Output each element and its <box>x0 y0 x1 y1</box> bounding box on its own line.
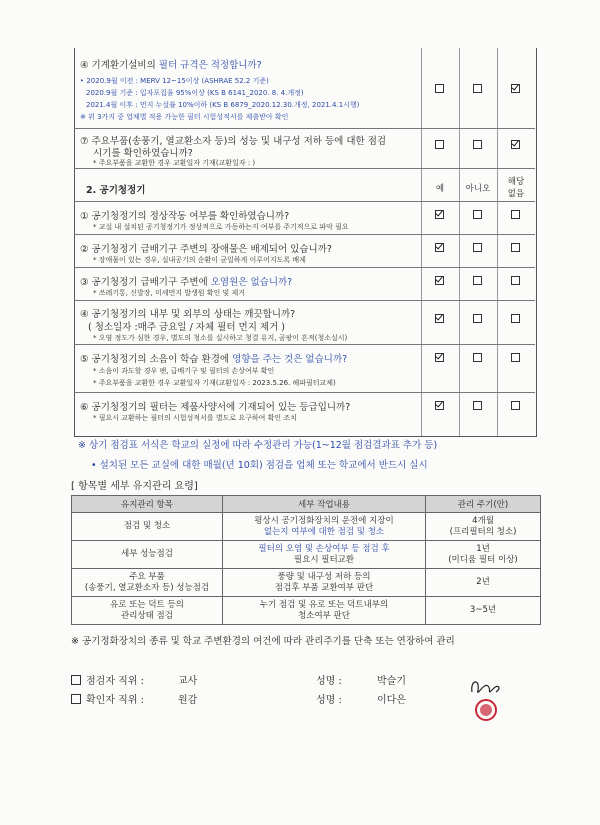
column-header-yes: 예 <box>435 184 445 194</box>
row-divider <box>74 234 535 235</box>
section-title: 2. 공기청정기 <box>86 185 146 196</box>
maintenance-table <box>71 495 541 625</box>
cell-cycle: 4개월 (프리필터의 청소) <box>426 513 541 541</box>
item-title: ① 공기청정기의 정상작동 여부를 확인하였습니까? <box>80 211 290 222</box>
checkbox-yes[interactable] <box>435 276 444 285</box>
checkbox-no[interactable] <box>473 401 482 410</box>
checkbox-no[interactable] <box>473 84 482 93</box>
checkbox-na[interactable] <box>511 314 520 323</box>
item-title: ⑥ 공기청정기의 필터는 제품사양서에 기재되어 있는 등급입니까? <box>80 402 351 413</box>
item-title: ④ 공기청정기의 내부 및 외부의 상태는 깨끗합니까? <box>80 309 296 320</box>
checkbox-na[interactable] <box>511 84 520 93</box>
checkbox-no[interactable] <box>473 353 482 362</box>
item-note: * 소음이 과도할 경우 팬, 급배기구 및 필터의 손상여부 확인 <box>93 367 275 375</box>
checkbox-inspector[interactable] <box>71 675 81 685</box>
cell-item: 점검 및 청소 <box>72 513 223 541</box>
checkbox-na[interactable] <box>511 243 520 252</box>
checkbox-na[interactable] <box>511 276 520 285</box>
column-header-na: 없음 <box>507 189 525 199</box>
item-note: * 주요부품을 교환한 경우 교환일자 기재(교환일자 : 2023.5.26. 헤파필터교체) <box>93 379 336 387</box>
confirmer-name-label: 성명 : <box>316 695 342 706</box>
cell-detail: 필터의 오염 및 손상여부 등 점검 후 필요시 필터교환 <box>223 541 426 569</box>
column-header: 관리 주기(안) <box>426 496 541 513</box>
checkbox-na[interactable] <box>511 401 520 410</box>
inspector-position: 교사 <box>178 676 198 687</box>
checkbox-na[interactable] <box>511 353 520 362</box>
column-header: 유지관리 항목 <box>72 496 223 513</box>
checkbox-yes[interactable] <box>435 84 444 93</box>
cell-cycle: 2년 <box>426 569 541 597</box>
item-note: 2020.9월 기준 : 입자포집율 95%이상 (KS B 6141_2020. 8. 4.개정) <box>86 89 304 97</box>
bottom-note: ※ 공기정화장치의 종류 및 학교 주변환경의 여건에 따라 관리주기를 단축 또는 연장하여 관리 <box>71 636 455 647</box>
item-note: * 장애물이 있는 경우, 실내공기의 순환이 균일하게 이루어지도록 배제 <box>93 256 306 264</box>
row-divider <box>74 267 535 268</box>
footnote: • 설치된 모든 교실에 대한 매월(년 10회) 점검을 업체 또는 학교에서 반드시 실시 <box>91 460 428 471</box>
item-note: ※ 위 3가지 중 업체별 적용 가능한 필터 시험성적서를 제출받아 확인 <box>80 113 289 121</box>
item-subtitle: ( 청소일자 :매주 금요일 / 자체 필터 먼지 제거 ) <box>88 322 286 333</box>
confirmer-position: 원감 <box>178 695 198 706</box>
item-note: * 오염 정도가 심한 경우, 별도의 청소를 실시하고 청결 유지, 곰팡이 흔적(청소실시) <box>93 334 348 342</box>
item-note: * 주요부품을 교환한 경우 교환일자 기재(교환일자 : ) <box>93 159 256 167</box>
item-title: ⑦ 주요부품(송풍기, 열교환소자 등)의 성능 및 내구성 저하 등에 대한 점검 <box>80 136 387 147</box>
inspector-name-label: 성명 : <box>316 676 342 687</box>
item-note: * 교실 내 설치된 공기청정기가 정상적으로 가동하는지 여부를 주기적으로 파악 필요 <box>93 223 349 231</box>
table-row <box>72 597 541 625</box>
item-title: ④ 기계환기설비의 필터 규격은 적정합니까? <box>80 60 262 71</box>
checkbox-yes[interactable] <box>435 243 444 252</box>
checkbox-na[interactable] <box>511 140 520 149</box>
checkbox-confirmer[interactable] <box>71 694 81 704</box>
item-note: * 쓰레기통, 신발장, 미세먼지 발생원 확인 및 제거 <box>93 289 246 297</box>
checkbox-yes[interactable] <box>435 140 444 149</box>
checkbox-yes[interactable] <box>435 353 444 362</box>
cell-item: 세부 성능점검 <box>72 541 223 569</box>
item-title: 시기를 확인하였습니까? <box>93 148 193 159</box>
row-divider <box>74 168 535 169</box>
checkbox-yes[interactable] <box>435 314 444 323</box>
inspector-name: 박슬기 <box>377 676 406 687</box>
table-row <box>72 541 541 569</box>
checkbox-no[interactable] <box>473 314 482 323</box>
cell-item: 주요 부품 (송풍기, 열교환소자 등) 성능점검 <box>72 569 223 597</box>
cell-item: 유로 또는 덕트 등의 관리상태 점검 <box>72 597 223 625</box>
confirmer-name: 이다은 <box>377 695 406 706</box>
cell-cycle: 3~5년 <box>426 597 541 625</box>
checkbox-na[interactable] <box>511 210 520 219</box>
inspector-row <box>71 672 144 687</box>
row-divider <box>74 392 535 393</box>
item-title: ③ 공기청정기 급배기구 주변에 오염원은 없습니까? <box>80 277 293 288</box>
item-note: ‣ 2020.9월 이전 : MERV 12~15이상 (ASHRAE 52.2 기준) <box>80 77 269 85</box>
column-header-na: 해당 <box>507 177 525 187</box>
table-row <box>72 569 541 597</box>
confirmer-row <box>71 691 144 706</box>
checkbox-yes[interactable] <box>435 401 444 410</box>
checkbox-no[interactable] <box>473 243 482 252</box>
table-header-row <box>72 496 541 513</box>
cell-detail: 누기 점검 및 유로 또는 덕트내부의 청소여부 판단 <box>223 597 426 625</box>
row-divider <box>74 300 535 301</box>
cell-detail: 풍량 및 내구성 저하 등의 점검후 부품 교환여부 판단 <box>223 569 426 597</box>
column-header: 세부 작업내용 <box>223 496 426 513</box>
footnote: ※ 상기 점검표 서식은 학교의 실정에 따라 수정관리 가능(1~12월 점검결과표 추가 등) <box>78 440 438 451</box>
checkbox-no[interactable] <box>473 140 482 149</box>
checkbox-no[interactable] <box>473 210 482 219</box>
confirmer-label: 확인자 직위 : <box>86 695 145 706</box>
table-row <box>72 513 541 541</box>
item-title: ⑤ 공기청정기의 소음이 학습 환경에 영향을 주는 것은 없습니까? <box>80 354 348 365</box>
maintenance-heading: [ 항목별 세부 유지관리 요령] <box>71 481 198 492</box>
item-note: 2021.4월 이후 : 먼지 누설률 10%이하 (KS B 6879_2020.12.30.개정, 2021.4.1시행) <box>86 101 360 109</box>
item-title: ② 공기청정기 급배기구 주변의 장애물은 배제되어 있습니까? <box>80 244 332 255</box>
column-header-no: 아니오 <box>465 184 491 194</box>
cell-cycle: 1년 (미디움 필터 이상) <box>426 541 541 569</box>
row-divider <box>74 344 535 345</box>
column-divider <box>421 48 422 436</box>
inspector-label: 점검자 직위 : <box>86 676 145 687</box>
column-divider <box>459 48 460 436</box>
column-divider <box>497 48 498 436</box>
row-divider <box>74 201 535 202</box>
checkbox-yes[interactable] <box>435 210 444 219</box>
row-divider <box>74 128 535 129</box>
checkbox-no[interactable] <box>473 276 482 285</box>
item-note: * 필요시 교환하는 필터의 시험성적서를 별도로 요구하여 확인 조치 <box>93 414 297 422</box>
cell-detail: 평상시 공기정화장치의 운전에 지장이 없는지 여부에 대한 점검 및 청소 <box>223 513 426 541</box>
signature-stamp-icon <box>466 676 506 726</box>
